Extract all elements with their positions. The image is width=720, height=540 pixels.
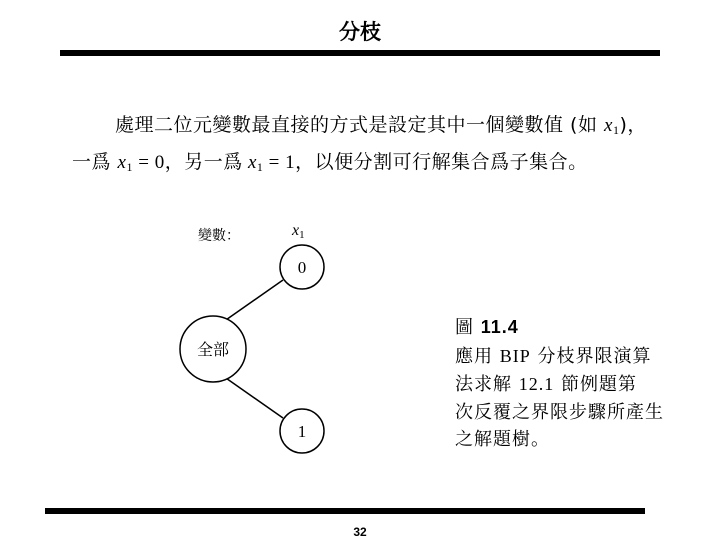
figure-number: 11.4 [480, 317, 519, 337]
variable-subscript: 1 [612, 123, 620, 137]
root-node-label: 全部 [196, 340, 230, 359]
paragraph-text: )， [619, 114, 647, 136]
variable-x: x [117, 152, 127, 173]
variable-x: x [292, 222, 300, 239]
caption-bip: BIP [499, 346, 531, 366]
caption-text: 節例題第 [554, 374, 637, 395]
caption-text: 法求解 [455, 374, 519, 395]
child-node-0-label: 0 [297, 258, 307, 277]
slide-title: 分枝 [339, 20, 381, 44]
figure-caption-line [455, 370, 637, 396]
bottom-divider [45, 508, 645, 514]
variable-x: x [604, 115, 613, 136]
caption-section-number: 12.1 [518, 374, 555, 394]
figure-caption-line [455, 342, 651, 368]
child-node-1-label: 1 [297, 422, 307, 441]
variable-subscript: 1 [126, 160, 133, 174]
equation-text: = 0，另一爲 [132, 152, 248, 173]
equation-text: = 1，以便分割可行解集合爲子集合。 [263, 152, 588, 173]
caption-text: 分枝界限演算 [530, 346, 652, 367]
variable-label-text: 變數： [198, 228, 240, 244]
figure-caption-title [455, 313, 519, 339]
page-number: 32 [353, 525, 367, 539]
tree-edge-bottom [223, 376, 283, 418]
paragraph-text: 處理二位元變數最直接的方式是設定其中一個變數值 (如 [115, 114, 604, 136]
caption-text: 應用 [455, 346, 500, 367]
variable-subscript: 1 [299, 229, 305, 241]
paragraph-text: 一爲 [72, 151, 118, 173]
variable-subscript: 1 [256, 160, 264, 174]
figure-word: 圖 [455, 317, 474, 338]
tree-edge-top [223, 280, 283, 322]
figure-caption-line: 之解題樹。 [455, 429, 550, 450]
figure-caption-line: 次反覆之界限步驟所產生 [455, 402, 664, 423]
variable-x: x [247, 152, 257, 173]
